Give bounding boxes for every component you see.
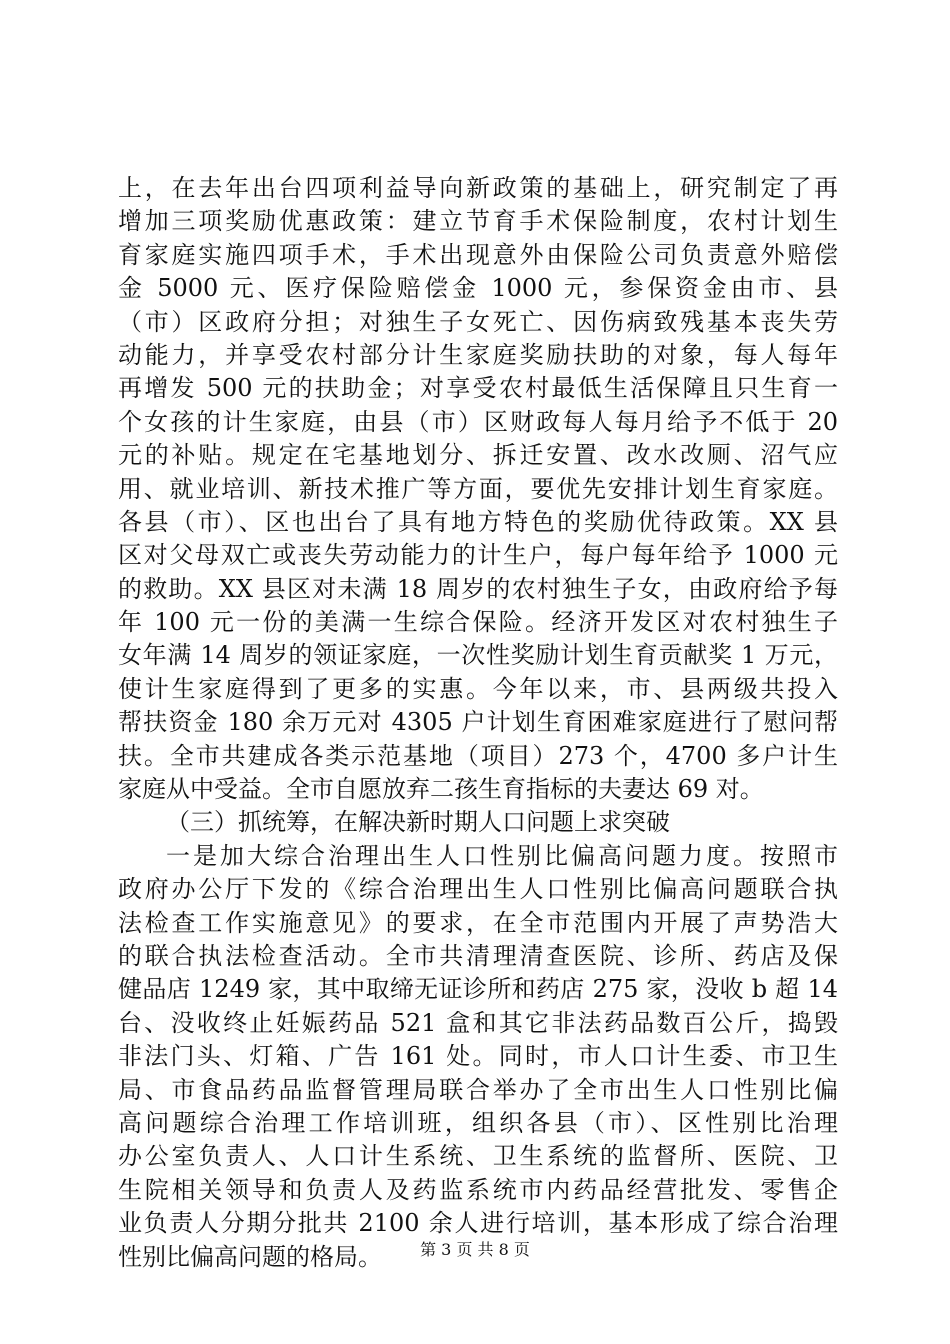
body-line: 一是加大综合治理出生人口性别比偏高问题力度。按照市 — [166, 841, 838, 870]
body-line: 家庭从中受益。全市自愿放弃二孩生育指标的夫妻达 69 对。 — [118, 775, 764, 804]
body-line: 办公室负责人、人口计生系统、卫生系统的监督所、医院、卫 — [118, 1142, 838, 1171]
body-line: 动能力，并享受农村部分计生家庭奖励扶助的对象，每人每年 — [118, 340, 838, 369]
body-line: 区对父母双亡或丧失劳动能力的计生户，每户每年给予 1000 元 — [118, 541, 838, 570]
body-line: 育家庭实施四项手术，手术出现意外由保险公司负责意外赔偿 — [118, 240, 838, 269]
section-heading: （三）抓统筹，在解决新时期人口问题上求突破 — [166, 808, 670, 837]
body-line: 上，在去年出台四项利益导向新政策的基础上，研究制定了再 — [118, 174, 838, 202]
body-line: 生院相关领导和负责人及药监系统市内药品经营批发、零售企 — [118, 1175, 838, 1204]
body-line: 金 5000 元、医疗保险赔偿金 1000 元，参保资金由市、县 — [118, 274, 838, 303]
body-line: 帮扶资金 180 余万元对 4305 户计划生育困难家庭进行了慰问帮 — [118, 708, 838, 737]
body-line: 政府办公厅下发的《综合治理出生人口性别比偏高问题联合执 — [118, 875, 838, 904]
body-line: 再增发 500 元的扶助金；对享受农村最低生活保障且只生育一 — [118, 374, 838, 403]
body-line: 使计生家庭得到了更多的实惠。今年以来，市、县两级共投入 — [118, 674, 838, 703]
body-line: 的救助。XX 县区对未满 18 周岁的农村独生子女，由政府给予每 — [118, 574, 838, 603]
body-line: 的联合执法检查活动。全市共清理清查医院、诊所、药店及保 — [118, 941, 838, 970]
body-line: 年 100 元一份的美满一生综合保险。经济开发区对农村独生子 — [118, 608, 838, 637]
body-line: 非法门头、灯箱、广告 161 处。同时，市人口计生委、市卫生 — [118, 1042, 838, 1071]
body-line: 女年满 14 周岁的领证家庭，一次性奖励计划生育贡献奖 1 万元， — [118, 641, 838, 670]
body-line: 台、没收终止妊娠药品 521 盒和其它非法药品数百公斤，捣毁 — [118, 1008, 838, 1037]
body-line: 性别比偏高问题的格局。 — [118, 1242, 382, 1271]
body-line: 局、市食品药品监督管理局联合举办了全市出生人口性别比偏 — [118, 1075, 838, 1104]
body-line: 扶。全市共建成各类示范基地（项目）273 个，4700 多户计生 — [118, 741, 838, 770]
body-line: （市）区政府分担；对独生子女死亡、因伤病致残基本丧失劳 — [118, 307, 838, 336]
body-line: 业负责人分期分批共 2100 余人进行培训，基本形成了综合治理 — [118, 1209, 838, 1238]
body-line: 法检查工作实施意见》的要求，在全市范围内开展了声势浩大 — [118, 908, 838, 937]
body-line: 增加三项奖励优惠政策：建立节育手术保险制度，农村计划生 — [118, 207, 838, 236]
body-line: 元的补贴。规定在宅基地划分、拆迁安置、改水改厕、沼气应 — [118, 441, 838, 470]
body-line: 高问题综合治理工作培训班，组织各县（市）、区性别比治理 — [118, 1108, 838, 1137]
page-number-footer: 第 3 页 共 8 页 — [420, 1240, 530, 1259]
body-line: 健品店 1249 家，其中取缔无证诊所和药店 275 家，没收 b 超 14 — [118, 975, 838, 1004]
body-line: 各县（市）、区也出台了具有地方特色的奖励优待政策。XX 县 — [118, 507, 838, 536]
body-line: 个女孩的计生家庭，由县（市）区财政每人每月给予不低于 20 — [118, 407, 838, 436]
document-body — [118, 172, 838, 1274]
body-line: 用、就业培训、新技术推广等方面，要优先安排计划生育家庭。 — [118, 474, 838, 503]
